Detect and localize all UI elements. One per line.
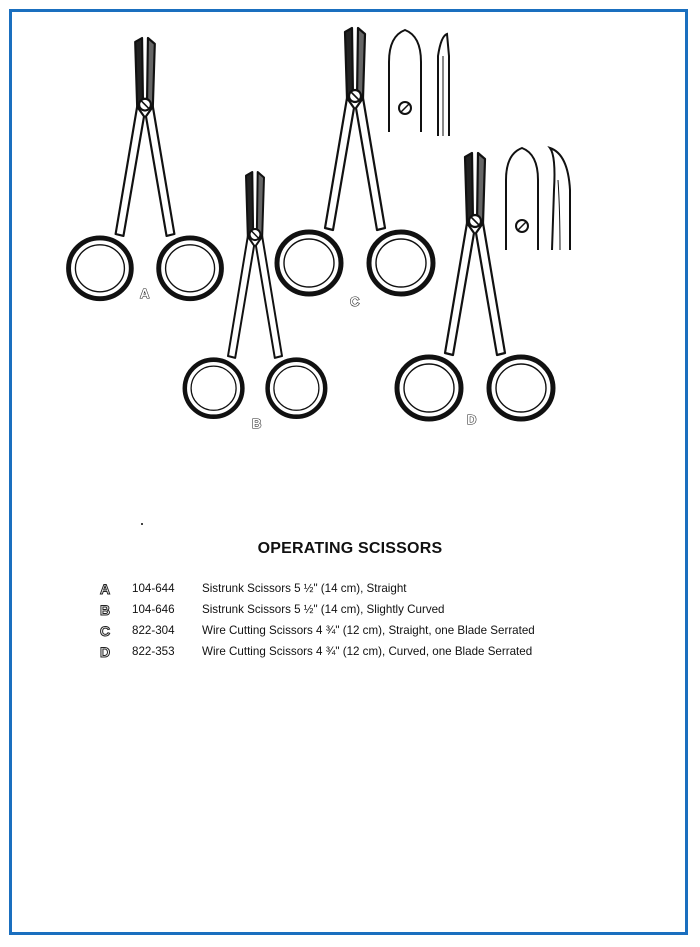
figure-label-b: B	[252, 416, 262, 431]
item-description: Wire Cutting Scissors 4 ¾" (12 cm), Curved, one Blade Serrated	[202, 645, 533, 658]
speck	[141, 523, 143, 525]
item-letter: D	[100, 643, 111, 660]
figure-label-c: C	[350, 294, 360, 309]
tip-detail-c-side	[438, 34, 449, 136]
list-item	[100, 599, 535, 620]
tip-detail-c-front	[389, 30, 421, 132]
list-item	[100, 641, 535, 662]
scissors-a-drawing	[69, 38, 222, 299]
figure-label-a: A	[140, 286, 150, 301]
page-title: OPERATING SCISSORS	[257, 540, 443, 557]
tip-detail-d-front	[506, 148, 538, 250]
item-letter: C	[100, 622, 111, 639]
list-item	[100, 578, 535, 599]
item-code: 822-353	[132, 645, 175, 658]
item-description: Sistrunk Scissors 5 ½" (14 cm), Slightly Curved	[202, 603, 445, 616]
item-list	[100, 578, 535, 662]
figure-label-d: D	[467, 412, 477, 427]
item-code: 822-304	[132, 624, 175, 637]
scissors-illustration	[0, 0, 700, 450]
item-code: 104-646	[132, 603, 175, 616]
item-description: Wire Cutting Scissors 4 ¾" (12 cm), Straight, one Blade Serrated	[202, 624, 535, 637]
item-letter: A	[100, 580, 111, 597]
item-code: 104-644	[132, 582, 175, 595]
item-description: Sistrunk Scissors 5 ½" (14 cm), Straight	[202, 582, 407, 595]
tip-detail-d-side	[550, 148, 570, 250]
item-letter: B	[100, 601, 111, 618]
list-item	[100, 620, 535, 641]
